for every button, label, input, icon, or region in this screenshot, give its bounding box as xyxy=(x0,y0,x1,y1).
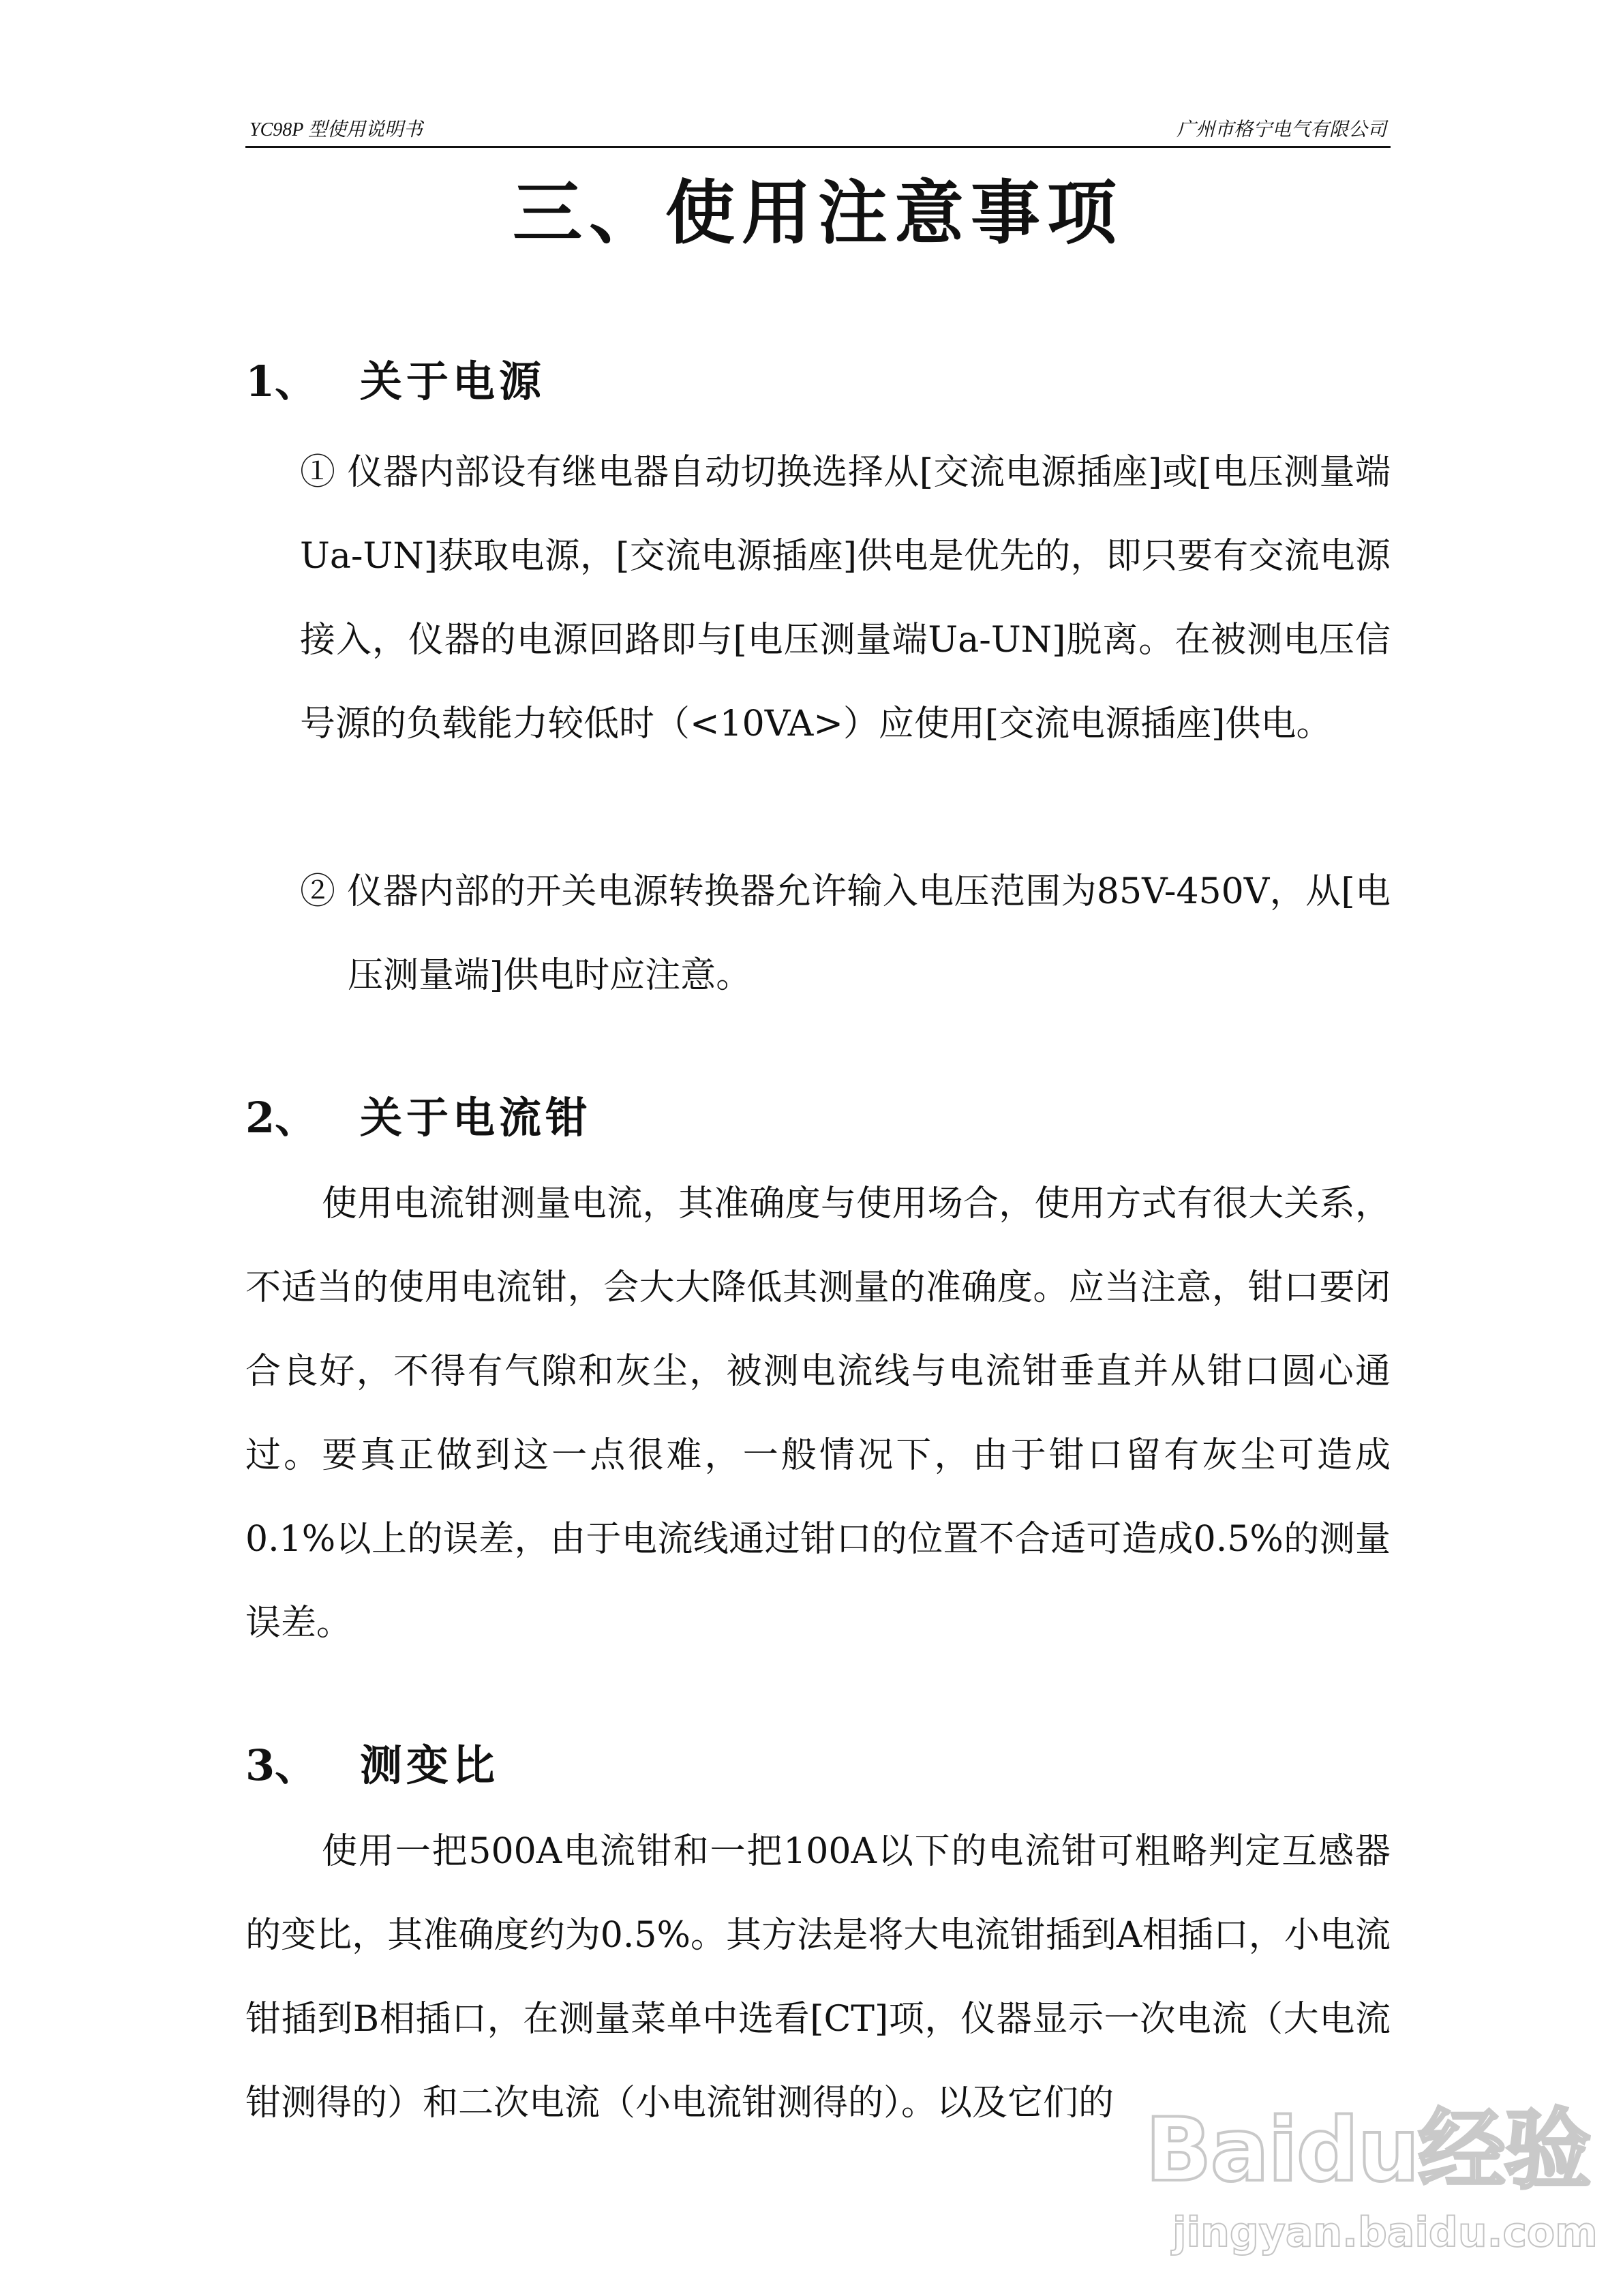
header-manual-title: YC98P 型使用说明书 xyxy=(249,119,423,140)
section-1-item-1: ① 仪器内部设有继电器自动切换选择从[交流电源插座]或[电压测量端Ua-UN]获取电源，[交流电源插座]供电是优先的，即只要有交流电源接入，仪器的电源回路即与[电压测量端Ua-UN]脱离。在被测电压信号源的负载能力较低时（<10VA>）应使用[交流电源插座]供电。 xyxy=(300,452,1391,744)
section-1-number: 1、 xyxy=(245,357,318,406)
section-2-body: 使用电流钳测量电流，其准确度与使用场合，使用方式有很大关系，不适当的使用电流钳，会大大降低其测量的准确度。应当注意，钳口要闭合良好，不得有气隙和灰尘，被测电流线与电流钳垂直并从钳口圆心通过。要真正做到这一点很难，一般情况下，由于钳口留有灰尘可造成0.1%以上的误差，由于电流线通过钳口的位置不合适可造成0.5%的测量误差。 xyxy=(245,1183,1391,1644)
page-title: 三、使用注意事项 xyxy=(513,172,1123,254)
section-3-heading xyxy=(245,1738,499,1793)
section-2-heading xyxy=(245,1091,592,1145)
section-1-title: 关于电源 xyxy=(360,357,546,406)
section-3-number: 3、 xyxy=(245,1740,318,1790)
watermark-logo xyxy=(1145,2100,1590,2202)
section-3-title: 测变比 xyxy=(360,1740,500,1790)
header-rule xyxy=(245,146,1391,148)
watermark-url: jingyan.baidu.com xyxy=(1172,2209,1598,2256)
running-header xyxy=(245,115,1391,146)
section-3-body: 使用一把500A电流钳和一把100A以下的电流钳可粗略判定互感器的变比，其准确度约为0.5%。其方法是将大电流钳插到A相插口，小电流钳插到B相插口，在测量菜单中选看[CT]项，仪器显示一次电流（大电流钳测得的）和二次电流（小电流钳测得的）。以及它们的 xyxy=(245,1831,1391,2124)
header-company-name: 广州市格宁电气有限公司 xyxy=(1176,119,1386,140)
section-2-title: 关于电流钳 xyxy=(360,1093,592,1143)
section-1-item-2: ② 仪器内部的开关电源转换器允许输入电压范围为85V-450V，从[电压测量端]供电时应注意。 xyxy=(300,871,1391,996)
section-1-heading xyxy=(245,354,545,409)
watermark-logo-text: Baidu经验 xyxy=(1145,2100,1590,2201)
section-2-number: 2、 xyxy=(245,1093,318,1143)
baidu-jingyan-watermark xyxy=(1145,2100,1598,2277)
